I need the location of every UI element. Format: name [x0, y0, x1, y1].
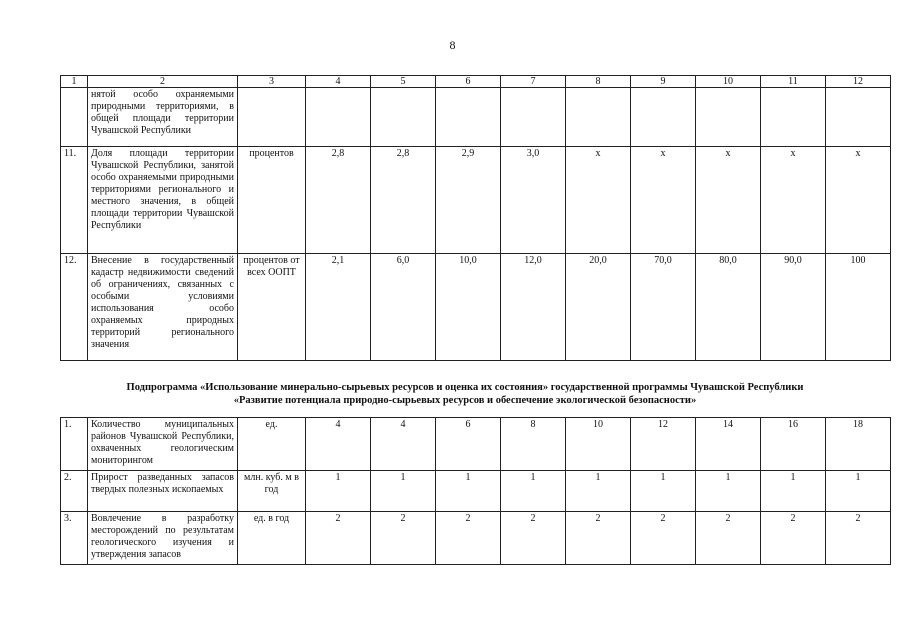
unit-of-measure: млн. куб. м в год [238, 471, 306, 512]
indicator-value: 2 [501, 512, 566, 565]
column-number-header: 9 [631, 76, 696, 88]
indicator-name: Доля площади территории Чувашской Республики, занятой особо охраняемыми природными территориями регионального и местного значения, в общей площади территории Чувашской Республики [88, 147, 238, 254]
column-number-header: 6 [436, 76, 501, 88]
subprogram-title-line-2: «Развитие потенциала природно-сырьевых ресурсов и обеспечение экологической безопасности» [233, 395, 697, 406]
row-number [61, 88, 88, 147]
indicator-value: 2 [631, 512, 696, 565]
column-number-header: 8 [566, 76, 631, 88]
indicator-value: 18 [826, 418, 891, 471]
indicator-value: 10 [566, 418, 631, 471]
column-number-header: 10 [696, 76, 761, 88]
indicator-value: 1 [631, 471, 696, 512]
indicator-value: 1 [371, 471, 436, 512]
indicators-table-2 [60, 417, 891, 565]
indicator-value: 12 [631, 418, 696, 471]
indicator-name: нятой особо охраняемыми природными территориями, в общей площади территории Чувашской Республики [88, 88, 238, 147]
table-row [61, 418, 891, 471]
indicator-value: 2,8 [371, 147, 436, 254]
unit-of-measure [238, 88, 306, 147]
page-number: 8 [449, 38, 456, 52]
column-number-header: 3 [238, 76, 306, 88]
indicator-value: х [761, 147, 826, 254]
indicator-value: 16 [761, 418, 826, 471]
column-number-header: 12 [826, 76, 891, 88]
indicator-value: х [566, 147, 631, 254]
column-number-header: 1 [61, 76, 88, 88]
indicator-value [761, 88, 826, 147]
indicator-name: Количество муниципальных районов Чувашской Республики, охваченных геологическим мониторингом [88, 418, 238, 471]
indicator-value: 1 [761, 471, 826, 512]
indicator-value: 90,0 [761, 254, 826, 361]
table-row [61, 471, 891, 512]
indicator-value: 4 [306, 418, 371, 471]
indicators-table-1 [60, 75, 891, 361]
indicator-value [826, 88, 891, 147]
indicator-value: 14 [696, 418, 761, 471]
unit-of-measure: ед. в год [238, 512, 306, 565]
column-number-header: 11 [761, 76, 826, 88]
row-number: 2. [61, 471, 88, 512]
indicator-value: 2 [566, 512, 631, 565]
indicator-name: Прирост разведанных запасов твердых полезных ископаемых [88, 471, 238, 512]
indicator-value: 2 [436, 512, 501, 565]
indicator-value: 1 [436, 471, 501, 512]
subprogram-title-line-1: Подпрограмма «Использование минерально-сырьевых ресурсов и оценка их состояния» государственной программы Чувашской Республики [126, 382, 804, 393]
indicator-value: х [631, 147, 696, 254]
indicator-name: Вовлечение в разработку месторождений по результатам геологического изучения и утверждения запасов [88, 512, 238, 565]
table-row [61, 147, 891, 254]
indicator-value [566, 88, 631, 147]
subprogram-title [60, 381, 870, 407]
indicator-value: 2,1 [306, 254, 371, 361]
header-row [61, 76, 891, 88]
indicator-value: 1 [501, 471, 566, 512]
indicator-value [371, 88, 436, 147]
indicator-value: 10,0 [436, 254, 501, 361]
indicator-value: 12,0 [501, 254, 566, 361]
indicator-value: 1 [826, 471, 891, 512]
indicator-value: 2,9 [436, 147, 501, 254]
indicator-value: 1 [696, 471, 761, 512]
column-number-header: 2 [88, 76, 238, 88]
indicator-value [306, 88, 371, 147]
indicator-value [631, 88, 696, 147]
row-number: 11. [61, 147, 88, 254]
row-number: 12. [61, 254, 88, 361]
indicator-value: х [826, 147, 891, 254]
row-number: 3. [61, 512, 88, 565]
indicator-value: 80,0 [696, 254, 761, 361]
indicator-value [501, 88, 566, 147]
indicator-value: 2 [306, 512, 371, 565]
indicator-value: 2 [761, 512, 826, 565]
unit-of-measure: ед. [238, 418, 306, 471]
column-number-header: 5 [371, 76, 436, 88]
column-number-header: 7 [501, 76, 566, 88]
indicator-value: 2,8 [306, 147, 371, 254]
indicator-value: 1 [306, 471, 371, 512]
indicator-value: 6 [436, 418, 501, 471]
indicator-value: 1 [566, 471, 631, 512]
column-number-header: 4 [306, 76, 371, 88]
indicator-value: 70,0 [631, 254, 696, 361]
indicator-name: Внесение в государственный кадастр недвижимости сведений об ограничениях, связанных с особыми условиями использования особо охраняемых природных территорий регионального значения [88, 254, 238, 361]
indicator-value: 2 [371, 512, 436, 565]
indicator-value: 4 [371, 418, 436, 471]
indicator-value: х [696, 147, 761, 254]
indicator-value [696, 88, 761, 147]
indicator-value [436, 88, 501, 147]
indicator-value: 6,0 [371, 254, 436, 361]
indicator-value: 2 [696, 512, 761, 565]
indicator-value: 3,0 [501, 147, 566, 254]
unit-of-measure: процентов [238, 147, 306, 254]
indicator-value: 20,0 [566, 254, 631, 361]
table-row [61, 512, 891, 565]
row-number: 1. [61, 418, 88, 471]
indicator-value: 2 [826, 512, 891, 565]
indicator-value: 8 [501, 418, 566, 471]
indicator-value: 100 [826, 254, 891, 361]
table-row [61, 254, 891, 361]
table-row [61, 88, 891, 147]
unit-of-measure: процентов от всех ООПТ [238, 254, 306, 361]
